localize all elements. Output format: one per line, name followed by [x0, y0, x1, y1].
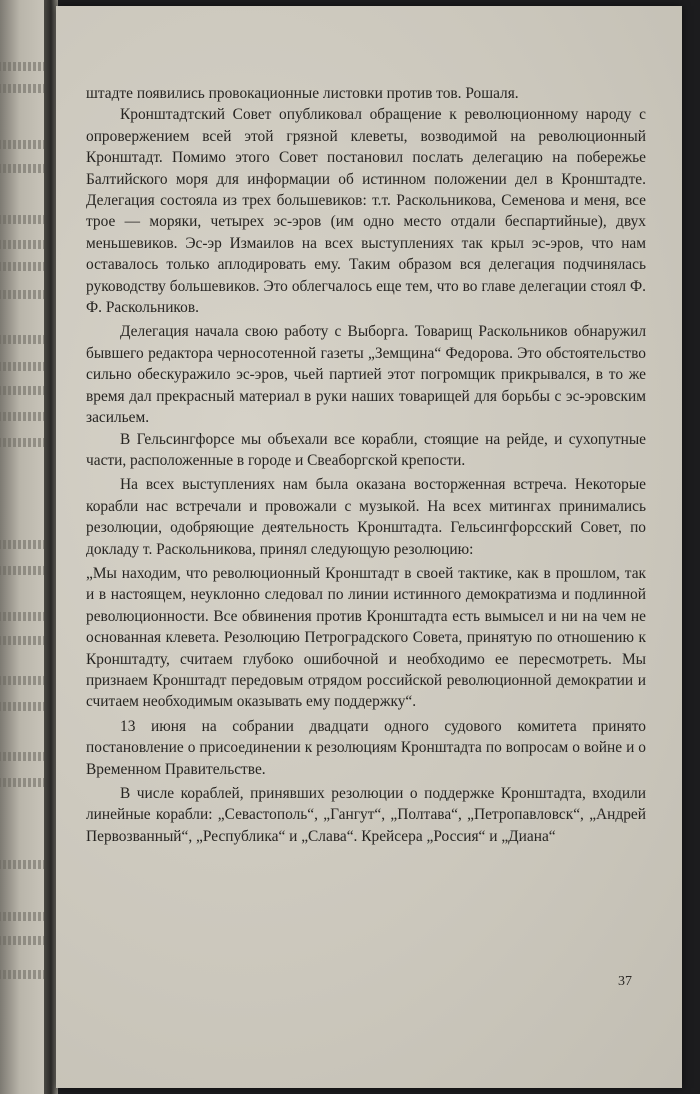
page-number: 37: [618, 974, 632, 989]
paragraph: 13 июня на собрании двадцати одного судового комитета принято постановление о присоединении к резолюциям Кронштадта по вопросам о войне и о Временном Правительстве.: [86, 717, 646, 778]
paragraph: штадте появились провокационные листовки против тов. Рошаля.: [86, 85, 519, 102]
page-text: [86, 83, 646, 847]
book-page: [56, 6, 682, 1088]
paragraph: Кронштадтский Совет опубликовал обращение к революционному народу с опровержением всей этой грязной клеветы, возводимой на революционный Кронштадт. Помимо этого Совет постановил послать делегацию на побережье Балтийского моря для информации об истинном положении дел в Кронштадте. Делегация состояла из трех большевиков: т.т. Раскольникова, Семенова и меня, все трое — моряки, четырех эс-эров (им одно место отдали беспартийные), двух меньшевиков. Эс-эр Измаилов на всех выступлениях так крыл эс-эров, что нам оставалось только аплодировать ему. Таким образом вся делегация подчинялась руководству большевиков. Это облегчалось еще тем, что во главе делегации стоял Ф. Ф. Раскольников.: [86, 106, 646, 317]
paragraph: На всех выступлениях нам была оказана восторженная встреча. Некоторые корабли нас встречали и провожали с музыкой. На всех митингах принимались резолюции, одобряющие деятельность Кронштадта. Гельсингфорсский Совет, по докладу т. Раскольникова, принял следующую резолюцию:: [86, 476, 646, 558]
resolution-quote: „Мы находим, что революционный Кронштадт в своей тактике, как в прошлом, так и в настоящем, неуклонно следовал по линии истинного демократизма и подлинной революционности. Все обвинения против Кронштадта есть вымысел и ни на чем не основанная клевета. Резолюцию Петроградского Совета, принятую по отношению к Кронштадту, считаем глубоко ошибочной и необходимо ее пересмотреть. Мы признаем Кронштадт передовым отрядом российской революционной демократии и считаем необходимым оказывать ему поддержку“.: [86, 564, 646, 711]
adjacent-page-edge: [0, 0, 44, 1094]
paragraph: В числе кораблей, принявших резолюции о поддержке Кронштадта, входили линейные корабли: „Севастополь“, „Гангут“, „Полтава“, „Петропавловск“, „Андрей Первозванный“, „Республика“ и „Слава“. Крейсера „Россия“ и „Диана“: [86, 785, 646, 845]
paragraph: Делегация начала свою работу с Выборга. Товарищ Раскольников обнаружил бывшего редактора черносотенной газеты „Земщина“ Федорова. Это обстоятельство сильно обескуражило эс-эров, чьей партией этот погромщик прикрывался, в то же время дал прекрасный материал в руки наших товарищей для борьбы с эс-эровским засильем.: [86, 323, 646, 427]
paragraph: В Гельсингфорсе мы объехали все корабли, стоящие на рейде, и сухопутные части, расположенные в городе и Свеаборгской крепости.: [86, 430, 646, 469]
